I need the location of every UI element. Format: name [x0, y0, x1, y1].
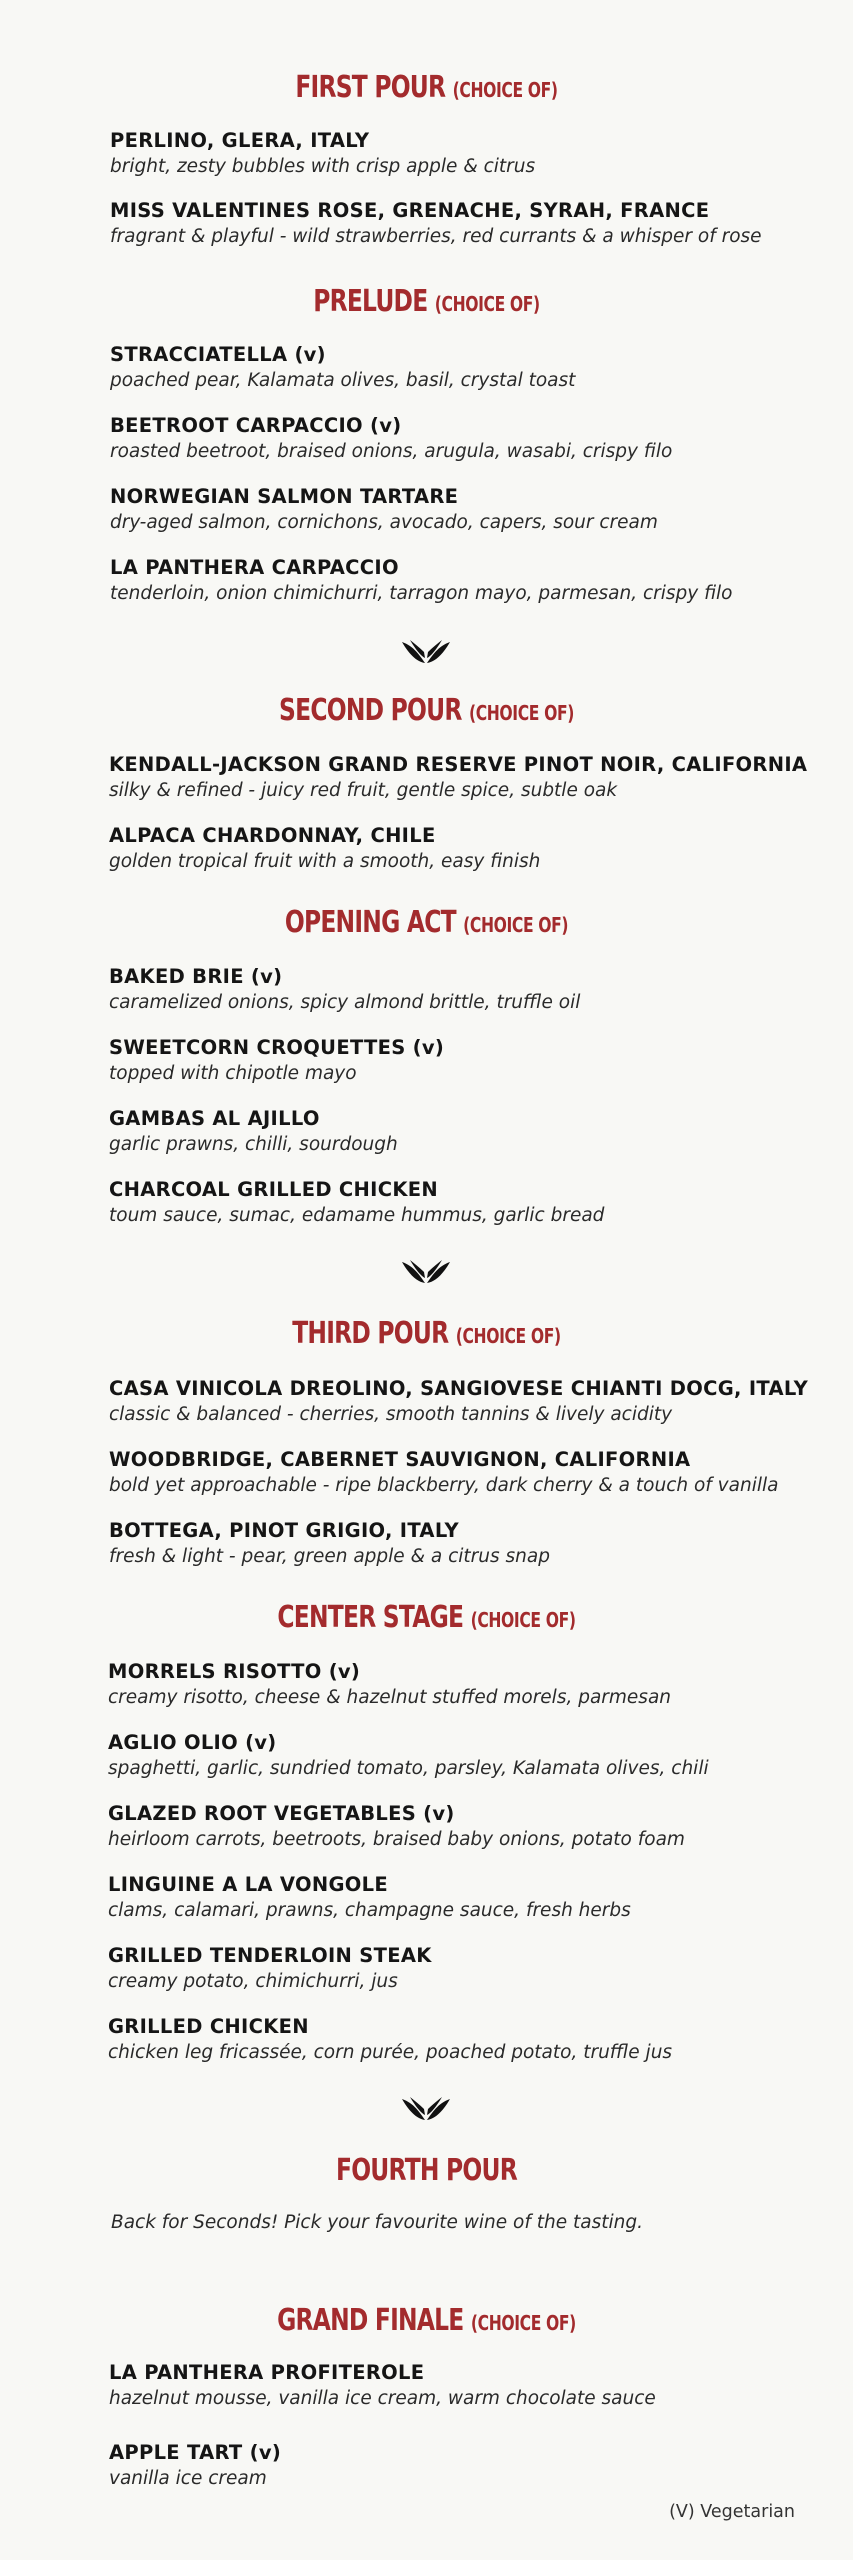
vegetarian-legend: (V) Vegetarian: [669, 2502, 795, 2522]
item-description: bold yet approachable - ripe blackberry, dark cherry & a touch of vanilla: [109, 1475, 779, 1496]
panther-claws-icon: [400, 2093, 452, 2123]
menu-item: [109, 823, 540, 875]
menu-item: [109, 1035, 444, 1087]
item-name: GLAZED ROOT VEGETABLES (v): [108, 1802, 455, 1825]
section-heading-third-pour: THIRD POUR (CHOICE OF): [292, 1316, 561, 1351]
item-name: GRILLED TENDERLOIN STEAK: [108, 1944, 432, 1967]
menu-item: [110, 555, 733, 607]
item-name: BEETROOT CARPACCIO (v): [110, 414, 402, 437]
item-description: clams, calamari, prawns, champagne sauce, fresh herbs: [108, 1900, 631, 1921]
item-name: BAKED BRIE (v): [109, 965, 283, 988]
menu-item: [109, 1106, 398, 1158]
panther-claws-icon: [400, 1256, 452, 1286]
fourth-pour-note: Back for Seconds! Pick your favourite wine of the tasting.: [111, 2212, 643, 2233]
section-heading-fourth-pour: FOURTH POUR: [335, 2153, 518, 2188]
section-heading-prelude: PRELUDE (CHOICE OF): [313, 284, 540, 319]
item-description: topped with chipotle mayo: [109, 1063, 357, 1084]
item-name: GAMBAS AL AJILLO: [109, 1107, 320, 1130]
item-description: heirloom carrots, beetroots, braised baby onions, potato foam: [108, 1829, 685, 1850]
section-heading-opening-act: OPENING ACT (CHOICE OF): [284, 905, 569, 940]
item-description: creamy potato, chimichurri, jus: [108, 1971, 398, 1992]
menu-item: [109, 2440, 281, 2492]
item-description: fragrant & playful - wild strawberries, red currants & a whisper of rose: [110, 226, 762, 247]
item-description: classic & balanced - cherries, smooth tannins & lively acidity: [109, 1404, 673, 1425]
item-description: hazelnut mousse, vanilla ice cream, warm chocolate sauce: [109, 2388, 656, 2409]
item-description: creamy risotto, cheese & hazelnut stuffed morels, parmesan: [108, 1687, 672, 1708]
item-name: LA PANTHERA CARPACCIO: [110, 556, 399, 579]
item-name: KENDALL-JACKSON GRAND RESERVE PINOT NOIR, CALIFORNIA: [109, 753, 808, 776]
menu-item: [110, 198, 762, 250]
item-description: golden tropical fruit with a smooth, easy finish: [109, 851, 541, 872]
menu-item: [110, 128, 535, 180]
item-description: bright, zesty bubbles with crisp apple & citrus: [110, 156, 536, 177]
item-description: spaghetti, garlic, sundried tomato, parsley, Kalamata olives, chili: [108, 1758, 709, 1779]
panther-claws-icon: [400, 636, 452, 666]
item-description: roasted beetroot, braised onions, arugula, wasabi, crispy filo: [110, 441, 673, 462]
item-name: BOTTEGA, PINOT GRIGIO, ITALY: [109, 1519, 459, 1542]
item-description: chicken leg fricassée, corn purée, poached potato, truffle jus: [108, 2042, 673, 2063]
item-name: WOODBRIDGE, CABERNET SAUVIGNON, CALIFORNIA: [109, 1448, 691, 1471]
item-description: poached pear, Kalamata olives, basil, crystal toast: [110, 370, 576, 391]
menu-item: [109, 2360, 656, 2412]
item-name: SWEETCORN CROQUETTES (v): [109, 1036, 445, 1059]
item-description: garlic prawns, chilli, sourdough: [109, 1134, 398, 1155]
item-description: silky & refined - juicy red fruit, gentle spice, subtle oak: [109, 780, 618, 801]
item-description: dry-aged salmon, cornichons, avocado, capers, sour cream: [110, 512, 658, 533]
item-description: toum sauce, sumac, edamame hummus, garlic bread: [109, 1205, 605, 1226]
item-name: MORRELS RISOTTO (v): [108, 1660, 361, 1683]
item-name: STRACCIATELLA (v): [110, 343, 326, 366]
item-name: PERLINO, GLERA, ITALY: [110, 129, 370, 152]
section-heading-center-stage: CENTER STAGE (CHOICE OF): [277, 1600, 576, 1635]
menu-item: [108, 1872, 631, 1924]
item-name: MISS VALENTINES ROSE, GRENACHE, SYRAH, FRANCE: [110, 199, 710, 222]
item-description: caramelized onions, spicy almond brittle, truffle oil: [109, 992, 581, 1013]
item-name: CHARCOAL GRILLED CHICKEN: [109, 1178, 438, 1201]
item-name: ALPACA CHARDONNAY, CHILE: [109, 824, 436, 847]
menu-item: [108, 1730, 709, 1782]
item-name: CASA VINICOLA DREOLINO, SANGIOVESE CHIANTI DOCG, ITALY: [109, 1377, 808, 1400]
menu-item: [110, 413, 672, 465]
menu-item: [108, 1801, 685, 1853]
menu-item: [110, 484, 658, 536]
menu-item: [109, 752, 807, 804]
item-name: APPLE TART (v): [109, 2441, 282, 2464]
menu-item: [109, 1177, 604, 1229]
section-heading-grand-finale: GRAND FINALE (CHOICE OF): [277, 2303, 576, 2338]
menu-item: [108, 1659, 671, 1711]
item-description: vanilla ice cream: [109, 2468, 267, 2489]
item-name: GRILLED CHICKEN: [108, 2015, 309, 2038]
menu-item: [108, 2014, 672, 2066]
item-name: AGLIO OLIO (v): [108, 1731, 277, 1754]
menu-item: [109, 1518, 550, 1570]
item-description: tenderloin, onion chimichurri, tarragon mayo, parmesan, crispy filo: [110, 583, 733, 604]
item-description: fresh & light - pear, green apple & a citrus snap: [109, 1546, 550, 1567]
section-heading-second-pour: SECOND POUR (CHOICE OF): [279, 693, 574, 728]
menu-item: [110, 342, 575, 394]
section-heading-first-pour: FIRST POUR (CHOICE OF): [295, 70, 558, 105]
item-name: LA PANTHERA PROFITEROLE: [109, 2361, 425, 2384]
item-name: NORWEGIAN SALMON TARTARE: [110, 485, 459, 508]
menu-item: [109, 964, 580, 1016]
item-name: LINGUINE A LA VONGOLE: [108, 1873, 388, 1896]
menu-item: [109, 1447, 778, 1499]
menu-item: [108, 1943, 432, 1995]
menu-item: [109, 1376, 808, 1428]
